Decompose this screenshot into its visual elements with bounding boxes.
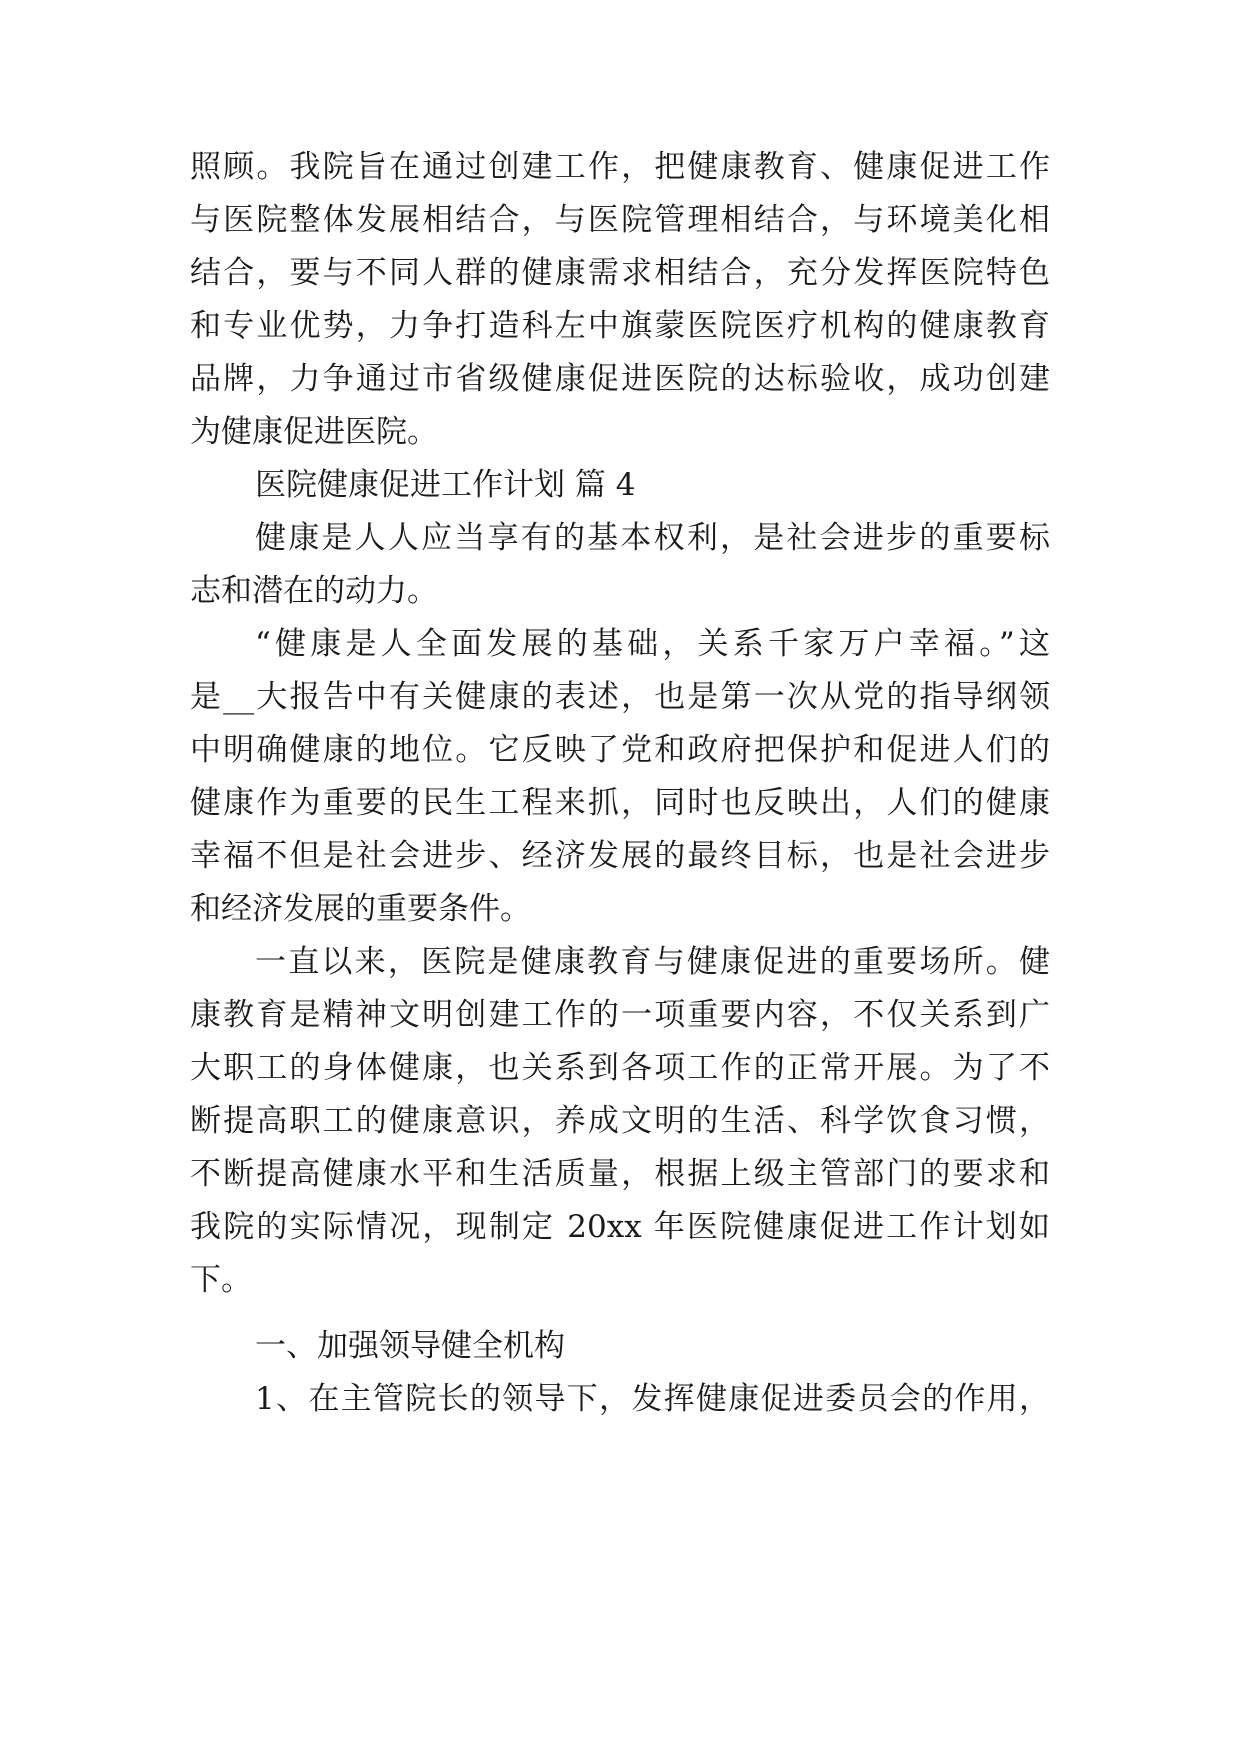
section-heading: 医院健康促进工作计划 篇 4 (255, 467, 636, 503)
text-line: 1、在主管院长的领导下，发挥健康促进委员会的作用， (255, 1381, 1050, 1417)
text-line: “健康是人全面发展的基础，关系千家万户幸福。”这 (255, 626, 1050, 662)
text-line: 为健康促进医院。 (190, 414, 438, 450)
text-line: 和专业优势，力争打造科左中旗蒙医院医疗机构的健康教育 (190, 308, 1050, 344)
text-line: 中明确健康的地位。它反映了党和政府把保护和促进人们的 (190, 732, 1050, 768)
text-line: 志和潜在的动力。 (190, 573, 438, 609)
text-line: 不断提高健康水平和生活质量，根据上级主管部门的要求和 (190, 1156, 1050, 1192)
text-line: 大职工的身体健康，也关系到各项工作的正常开展。为了不 (190, 1050, 1050, 1086)
section-heading: 一、加强领导健全机构 (255, 1328, 565, 1364)
text-line: 断提高职工的健康意识，养成文明的生活、科学饮食习惯， (190, 1103, 1050, 1139)
text-line: 是__大报告中有关健康的表述，也是第一次从党的指导纲领 (190, 679, 1050, 715)
text-line: 一直以来，医院是健康教育与健康促进的重要场所。健 (255, 944, 1050, 980)
text-line: 我院的实际情况，现制定 20xx 年医院健康促进工作计划如 (190, 1209, 1050, 1245)
text-line: 照顾。我院旨在通过创建工作，把健康教育、健康促进工作 (190, 149, 1050, 185)
text-line: 康教育是精神文明创建工作的一项重要内容，不仅关系到广 (190, 997, 1050, 1033)
text-line: 幸福不但是社会进步、经济发展的最终目标，也是社会进步 (190, 838, 1050, 874)
text-line: 健康是人人应当享有的基本权利，是社会进步的重要标 (255, 520, 1050, 556)
text-line: 下。 (190, 1262, 252, 1298)
text-line: 健康作为重要的民生工程来抓，同时也反映出，人们的健康 (190, 785, 1050, 821)
text-line: 结合，要与不同人群的健康需求相结合，充分发挥医院特色 (190, 255, 1050, 291)
text-line: 和经济发展的重要条件。 (190, 891, 531, 927)
text-line: 品牌，力争通过市省级健康促进医院的达标验收，成功创建 (190, 361, 1050, 397)
text-line: 与医院整体发展相结合，与医院管理相结合，与环境美化相 (190, 202, 1050, 238)
